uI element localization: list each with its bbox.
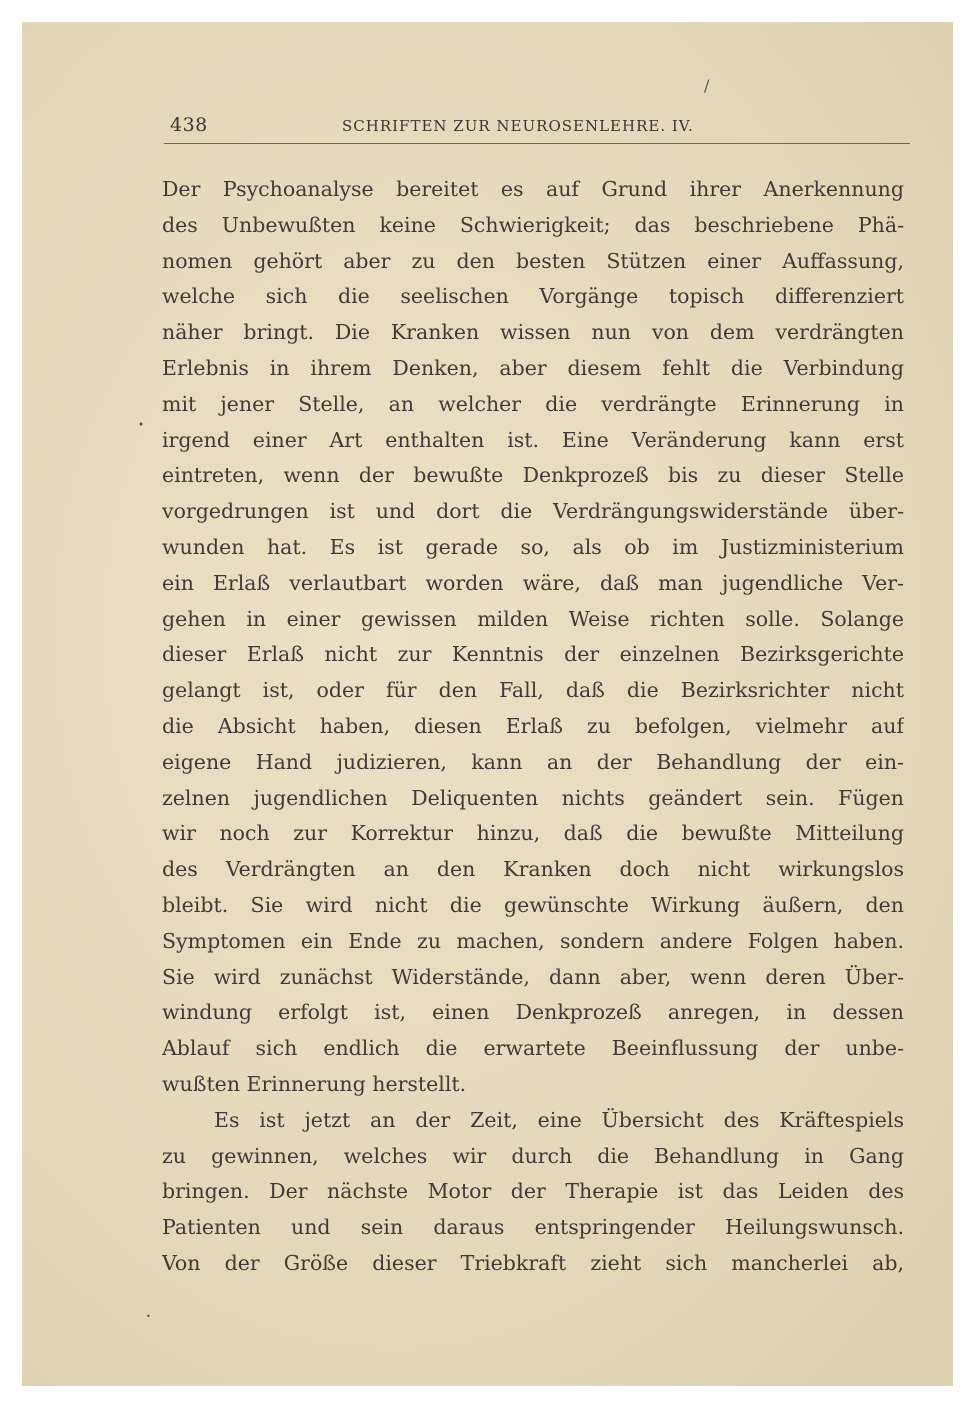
page-header — [170, 114, 910, 144]
text-line: des Unbewußten keine Schwierigkeit; das beschriebene Phä- — [162, 212, 904, 237]
text-line: nomen gehört aber zu den besten Stützen einer Auffassung, — [162, 248, 904, 273]
text-line: irgend einer Art enthalten ist. Eine Veränderung kann erst — [162, 427, 904, 452]
book-page — [22, 22, 953, 1386]
text-line: Erlebnis in ihrem Denken, aber diesem fehlt die Verbindung — [162, 355, 904, 380]
text-line: wußten Erinnerung herstellt. — [162, 1071, 467, 1096]
text-line: ein Erlaß verlautbart worden wäre, daß man jugendliche Ver- — [162, 570, 904, 595]
text-line: Sie wird zunächst Widerstände, dann aber, wenn deren Über- — [162, 964, 904, 989]
paragraph — [162, 1103, 904, 1282]
text-line: Ablauf sich endlich die erwartete Beeinflussung der unbe- — [162, 1036, 904, 1061]
text-line: wunden hat. Es ist gerade so, als ob im Justizministerium — [162, 534, 904, 559]
text-line: Von der Größe dieser Triebkraft zieht sich mancherlei ab, — [162, 1250, 904, 1275]
paragraph — [162, 172, 904, 1103]
text-line: die Absicht haben, diesen Erlaß zu befolgen, vielmehr auf — [162, 713, 904, 738]
text-line: zelnen jugendlichen Deliquenten nichts geändert sein. Fügen — [162, 785, 904, 810]
text-line: eigene Hand judizieren, kann an der Behandlung der ein- — [162, 749, 904, 774]
text-line: windung erfolgt ist, einen Denkprozeß anregen, in dessen — [162, 1000, 904, 1025]
ink-dot: • — [138, 420, 144, 431]
text-line: eintreten, wenn der bewußte Denkprozeß bis zu dieser Stelle — [162, 463, 904, 488]
text-line: zu gewinnen, welches wir durch die Behandlung in Gang — [162, 1143, 904, 1168]
text-line: dieser Erlaß nicht zur Kenntnis der einzelnen Bezirksgerichte — [162, 642, 904, 667]
text-line: Symptomen ein Ende zu machen, sondern andere Folgen haben. — [162, 928, 904, 953]
page-number: 438 — [170, 114, 208, 136]
text-line: Der Psychoanalyse bereitet es auf Grund ihrer Anerkennung — [162, 177, 904, 201]
text-line: des Verdrängten an den Kranken doch nicht wirkungslos — [162, 857, 904, 882]
running-title: SCHRIFTEN ZUR NEUROSENLEHRE. IV. — [342, 117, 694, 135]
text-line: wir noch zur Korrektur hinzu, daß die bewußte Mitteilung — [162, 821, 904, 846]
text-line: gehen in einer gewissen milden Weise richten solle. Solange — [162, 606, 904, 631]
text-line: vorgedrungen ist und dort die Verdrängungswiderstände über- — [162, 499, 904, 524]
text-line: bringen. Der nächste Motor der Therapie ist das Leiden des — [162, 1179, 904, 1204]
text-line: Es ist jetzt an der Zeit, eine Übersicht des Kräftespiels — [214, 1107, 904, 1132]
text-line: bleibt. Sie wird nicht die gewünschte Wirkung äußern, den — [162, 892, 904, 917]
body-text — [162, 172, 904, 1282]
text-line: Patienten und sein daraus entspringender Heilungswunsch. — [162, 1215, 904, 1240]
pencil-mark: / — [704, 76, 710, 95]
text-line: mit jener Stelle, an welcher die verdrängte Erinnerung in — [162, 391, 904, 416]
text-line: gelangt ist, oder für den Fall, daß die Bezirksrichter nicht — [162, 678, 904, 703]
text-line: welche sich die seelischen Vorgänge topisch differenziert — [162, 284, 904, 309]
ink-dot: • — [146, 1312, 151, 1321]
text-line: näher bringt. Die Kranken wissen nun von dem verdrängten — [162, 320, 904, 345]
header-rule — [164, 143, 910, 144]
